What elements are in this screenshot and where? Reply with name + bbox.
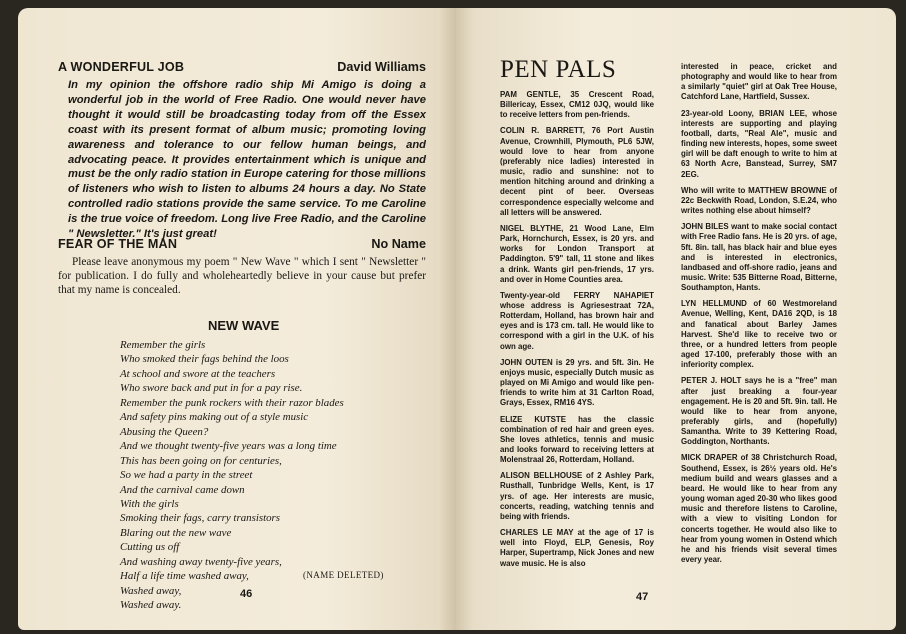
right-page bbox=[456, 8, 896, 630]
poem-line: Cutting us off bbox=[120, 541, 180, 554]
poem-line: Washed away, bbox=[120, 584, 182, 597]
pen-pal-entry: NIGEL BLYTHE, 21 Wood Lane, Elm Park, Hornchurch, Essex, is 20 yrs. and works for London Transport at Paddington. 5'9" tall, 11 stone and likes a drink. Wants girl pen-friends, 17 yrs. and over in Home Counties area. bbox=[500, 223, 654, 284]
article-author: No Name bbox=[371, 237, 426, 251]
poem-line: And the carnival came down bbox=[120, 483, 245, 496]
poem-line: Smoking their fags, carry transistors bbox=[120, 512, 281, 525]
poem-title: NEW WAVE bbox=[208, 318, 280, 333]
pen-pal-entry: MICK DRAPER of 38 Christchurch Road, Southend, Essex, is 26½ years old. He's medium build and wears glasses and a beard. He would like to hear from any young woman aged 20-30 who likes good music and therefore listens to Caroline, with a view to visiting London for concerts together. He would also like to hear from young women in Ostend which he and his friends visit several times every year. bbox=[681, 453, 837, 565]
poem-line: Remember the punk rockers with their razor blades bbox=[120, 396, 344, 409]
pen-pal-entry: COLIN R. BARRETT, 76 Port Austin Avenue, Crownhill, Plymouth, PL6 5JW, would love to hear from anyone (preferably nice ladies) interested in music, radio and sunshine: not to mention hitching around and drinking a decent pint of beer. Overseas correspondence especially welcome and all letters will be answered. bbox=[500, 126, 654, 217]
pen-pal-entry: 23-year-old Loony, BRIAN LEE, whose interests are supporting and playing football, darts, "Real Ale", music and finding new interests, hopes, some sweet girl will be daft enough to write to him at 63 North Acre, Banstead, Surrey, SM7 2EG. bbox=[681, 108, 837, 179]
pen-pal-entry: PAM GENTLE, 35 Crescent Road, Billericay, Essex, CM12 0JQ, would like to receive letters from pen-friends. bbox=[500, 90, 654, 120]
poem-line: Who swore back and put in for a pay rise. bbox=[120, 382, 303, 395]
poem-line: And we thought twenty-five years was a long time bbox=[120, 440, 337, 453]
poem-line: Washed away. bbox=[120, 599, 182, 612]
article-title: A WONDERFUL JOB bbox=[58, 60, 185, 74]
pen-pal-entry: JOHN BILES want to make social contact with Free Radio fans. He is 20 yrs. of age, 5ft. 8in. tall, has black hair and blue eyes and is interested in electronics, landbased and off-shore radio, jeans and music. Write: 535 Bitterne Road, Bitterne, Southampton, Hants. bbox=[681, 222, 837, 293]
poem-line: This has been going on for centuries, bbox=[120, 454, 282, 467]
pen-pal-entry: ALISON BELLHOUSE of 2 Ashley Park, Rusthall, Tunbridge Wells, Kent, is 17 yrs. of age. Her interests are music, concerts, reading, watching tennis and being with friends. bbox=[500, 471, 654, 521]
poem-credit: (NAME DELETED) bbox=[303, 570, 384, 580]
page-number: 46 bbox=[240, 588, 253, 600]
pen-pal-entry: LYN HELLMUND of 60 Westmoreland Avenue, Welling, Kent, DA16 2QD, is 18 and fanatical about Barley James Harvest. She'd like to receive two or three, or a hundred letters from people aged 17-100, preferably those with an inferiority complex. bbox=[681, 299, 837, 370]
article-wonderful-job bbox=[58, 60, 426, 242]
poem-line: At school and swore at the teachers bbox=[120, 367, 276, 380]
poem-line: So we had a party in the street bbox=[120, 469, 253, 482]
article-title: FEAR OF THE MAN bbox=[58, 237, 178, 251]
pen-pals-column-2 bbox=[681, 62, 837, 571]
pen-pal-entry: Who will write to MATTHEW BROWNE of 22c Beckwith Road, London, S.E.24, who writes nothing else about himself? bbox=[681, 185, 837, 216]
poem-line: And washing away twenty-five years, bbox=[120, 555, 282, 568]
pen-pal-entry: ELIZE KUTSTE has the classic combination of red hair and green eyes. She loves athletics, tennis and music and looks forward to receiving letters at Molenstraal 26, Rotterdam, Holland. bbox=[500, 414, 654, 465]
article-author: David Williams bbox=[337, 60, 426, 74]
pen-pal-entry: interested in peace, cricket and photography and would like to hear from a similarly "quiet" girl at Oak Tree House, Catchford Lane, Hartfield, Sussex. bbox=[681, 62, 837, 102]
poem-line: Half a life time washed away, bbox=[120, 570, 249, 583]
page-title: PEN PALS bbox=[500, 56, 617, 83]
left-page bbox=[18, 8, 456, 630]
article-fear-of-the-man bbox=[58, 237, 426, 298]
poem-line: With the girls bbox=[120, 497, 179, 510]
pen-pals-column-1 bbox=[500, 90, 654, 575]
poem-line: Blaring out the new wave bbox=[120, 526, 232, 539]
pen-pal-entry: CHARLES LE MAY at the age of 17 is well into Floyd, ELP, Genesis, Roy Harper, Supertramp, Nick Jones and new wave music. He is also bbox=[500, 528, 654, 568]
poem-line: Abusing the Queen? bbox=[120, 425, 209, 438]
article-body: Please leave anonymous my poem " New Wave " which I sent " Newsletter " for publication. I do fully and wholeheartedly believe in your cause but prefer that my name is concealed. bbox=[58, 256, 426, 296]
article-body: In my opinion the offshore radio ship Mi Amigo is doing a wonderful job in the world of Free Radio. One would never have thought it would still be broadcasting today from off the Essex coast with its present format of album music; promoting loving awareness and tolerance to our fellow human beings, and advocating peace. It provides entertainment which is unique and must be the only radio station in Europe catering for those millions of listeners who wish to listen to albums 24 hours a day. No State controlled radio stations provide the same service. To me Caroline is the true voice of freedom. Long live Free Radio, and the Caroline " Newsletter." It's just great! bbox=[68, 79, 426, 241]
poem-line: Who smoked their fags behind the loos bbox=[120, 353, 289, 366]
pen-pal-entry: JOHN OUTEN is 29 yrs. and 5ft. 3in. He enjoys music, especially Dutch music as played on Mi Amigo and would like pen-friends to write him at 31 Carlton Road, Grays, Essex, RM16 4YS. bbox=[500, 357, 654, 408]
page-number: 47 bbox=[636, 591, 649, 603]
pen-pal-entry: Twenty-year-old FERRY NAHAPIET whose address is Agriesestraat 72A, Rotterdam, Holland, has brown hair and eyes and is 173 cm. tall. He would like to correspond with a girl in the U.K. of his own age. bbox=[500, 290, 654, 351]
poem-line: And safety pins making out of a style music bbox=[120, 411, 309, 424]
poem-line: Remember the girls bbox=[120, 339, 206, 351]
pen-pal-entry: PETER J. HOLT says he is a "free" man after just breaking a four-year engagement. He is 20 and 5ft. 9in. tall. He would like to hear from anyone, preferably girls, and (hopefully) Samantha. Write to 39 Kettering Road, Goddington, Northants. bbox=[681, 376, 837, 447]
